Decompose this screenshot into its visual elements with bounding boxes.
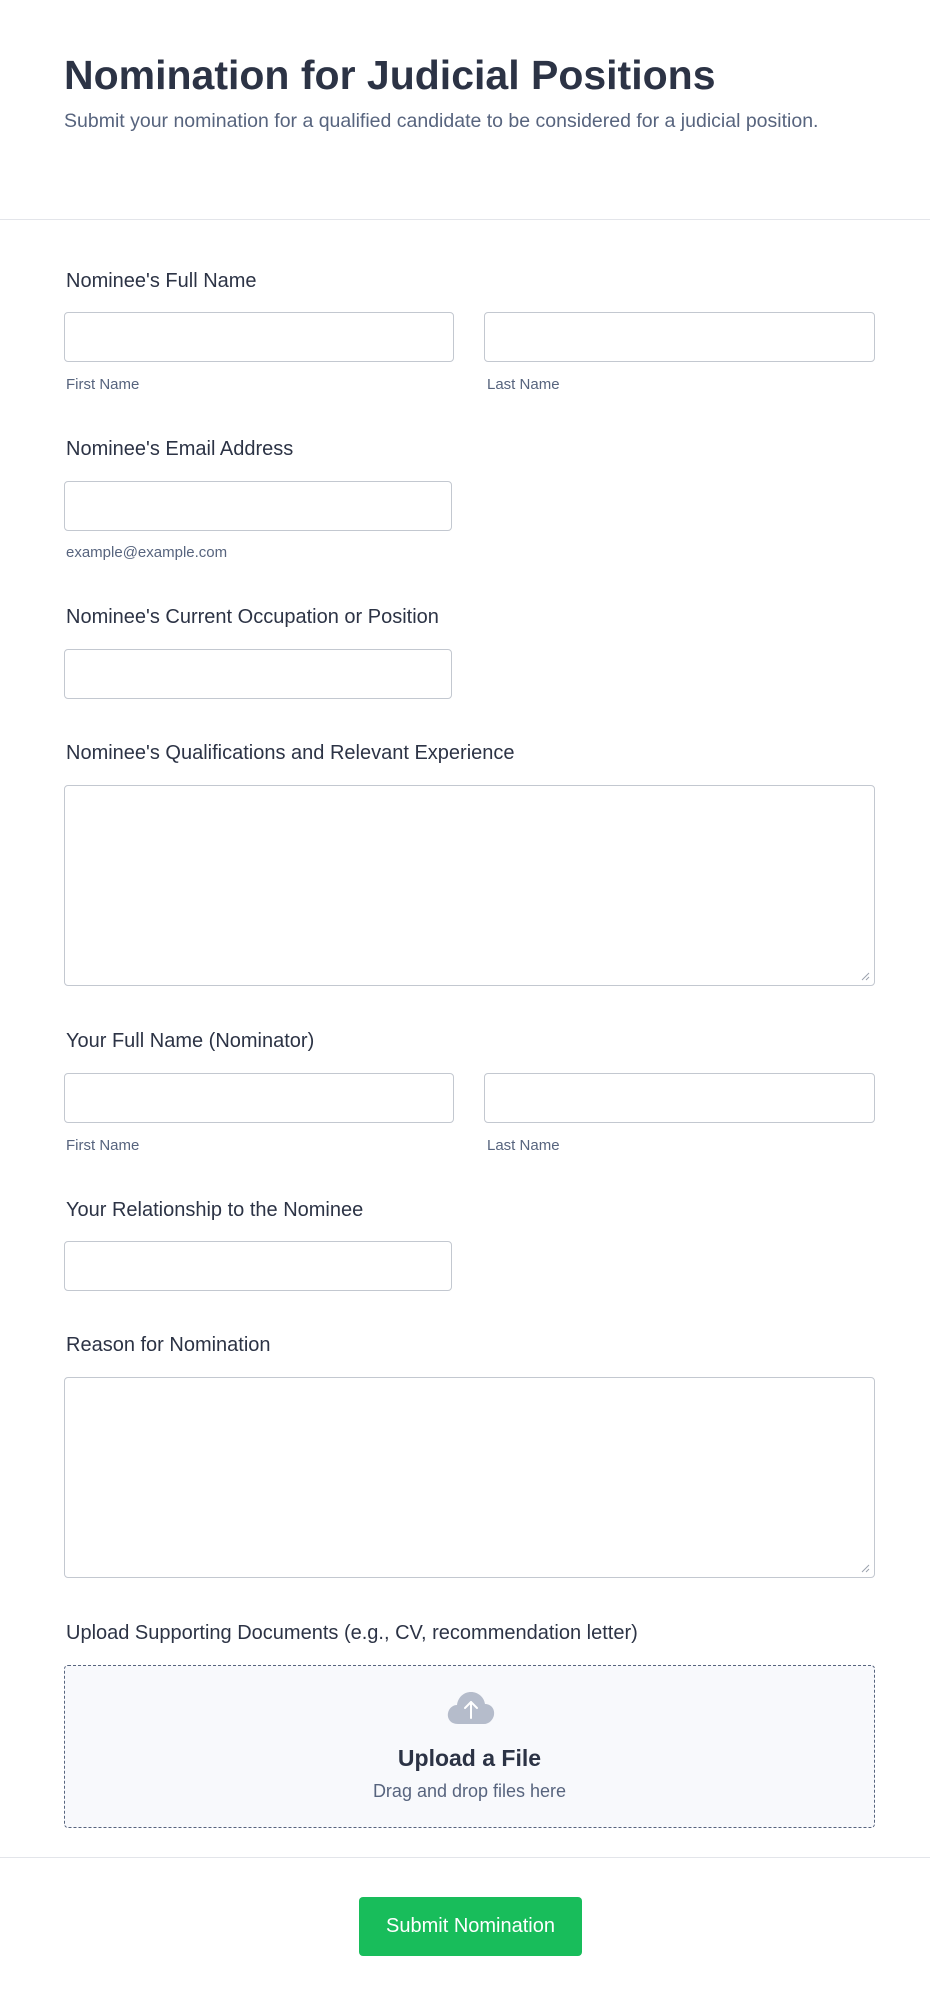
- nominator-first-name-input[interactable]: [64, 1073, 454, 1123]
- nominator-last-name-sublabel: Last Name: [487, 1137, 560, 1154]
- form-header: [0, 0, 930, 220]
- upload-subtitle: Drag and drop files here: [372, 1781, 567, 1801]
- nominee-first-name-input[interactable]: [64, 312, 454, 362]
- relationship-input[interactable]: [64, 1241, 452, 1291]
- nominee-name-label: Nominee's Full Name: [66, 270, 257, 292]
- nominee-occupation-label: Nominee's Current Occupation or Position: [66, 606, 439, 628]
- nominee-email-label: Nominee's Email Address: [66, 438, 294, 460]
- nominee-occupation-input[interactable]: [64, 649, 452, 699]
- nominator-last-name-input[interactable]: [484, 1073, 875, 1123]
- nominator-first-name-sublabel: First Name: [66, 1137, 140, 1154]
- cloud-upload-icon: [446, 1690, 496, 1726]
- footer-divider: [0, 1857, 930, 1858]
- nominee-qualifications-textarea[interactable]: [64, 785, 875, 986]
- resize-grip-icon[interactable]: [860, 971, 870, 981]
- relationship-label: Your Relationship to the Nominee: [66, 1199, 364, 1221]
- reason-label: Reason for Nomination: [66, 1334, 271, 1356]
- page-title: Nomination for Judicial Positions: [64, 52, 716, 98]
- page-subtitle: Submit your nomination for a qualified candidate to be considered for a judicial position.: [64, 110, 819, 132]
- resize-grip-icon[interactable]: [860, 1563, 870, 1573]
- reason-textarea[interactable]: [64, 1377, 875, 1578]
- nominee-email-input[interactable]: [64, 481, 452, 531]
- nominee-first-name-sublabel: First Name: [66, 376, 140, 393]
- upload-label: Upload Supporting Documents (e.g., CV, recommendation letter): [66, 1622, 638, 1644]
- nominee-qualifications-label: Nominee's Qualifications and Relevant Experience: [66, 742, 515, 764]
- upload-dropzone[interactable]: [64, 1665, 875, 1828]
- submit-nomination-button[interactable]: Submit Nomination: [359, 1897, 582, 1956]
- nominee-email-sublabel: example@example.com: [66, 544, 228, 561]
- upload-title: Upload a File: [397, 1745, 542, 1771]
- nominator-name-label: Your Full Name (Nominator): [66, 1030, 315, 1052]
- nominee-last-name-input[interactable]: [484, 312, 875, 362]
- nominee-last-name-sublabel: Last Name: [487, 376, 560, 393]
